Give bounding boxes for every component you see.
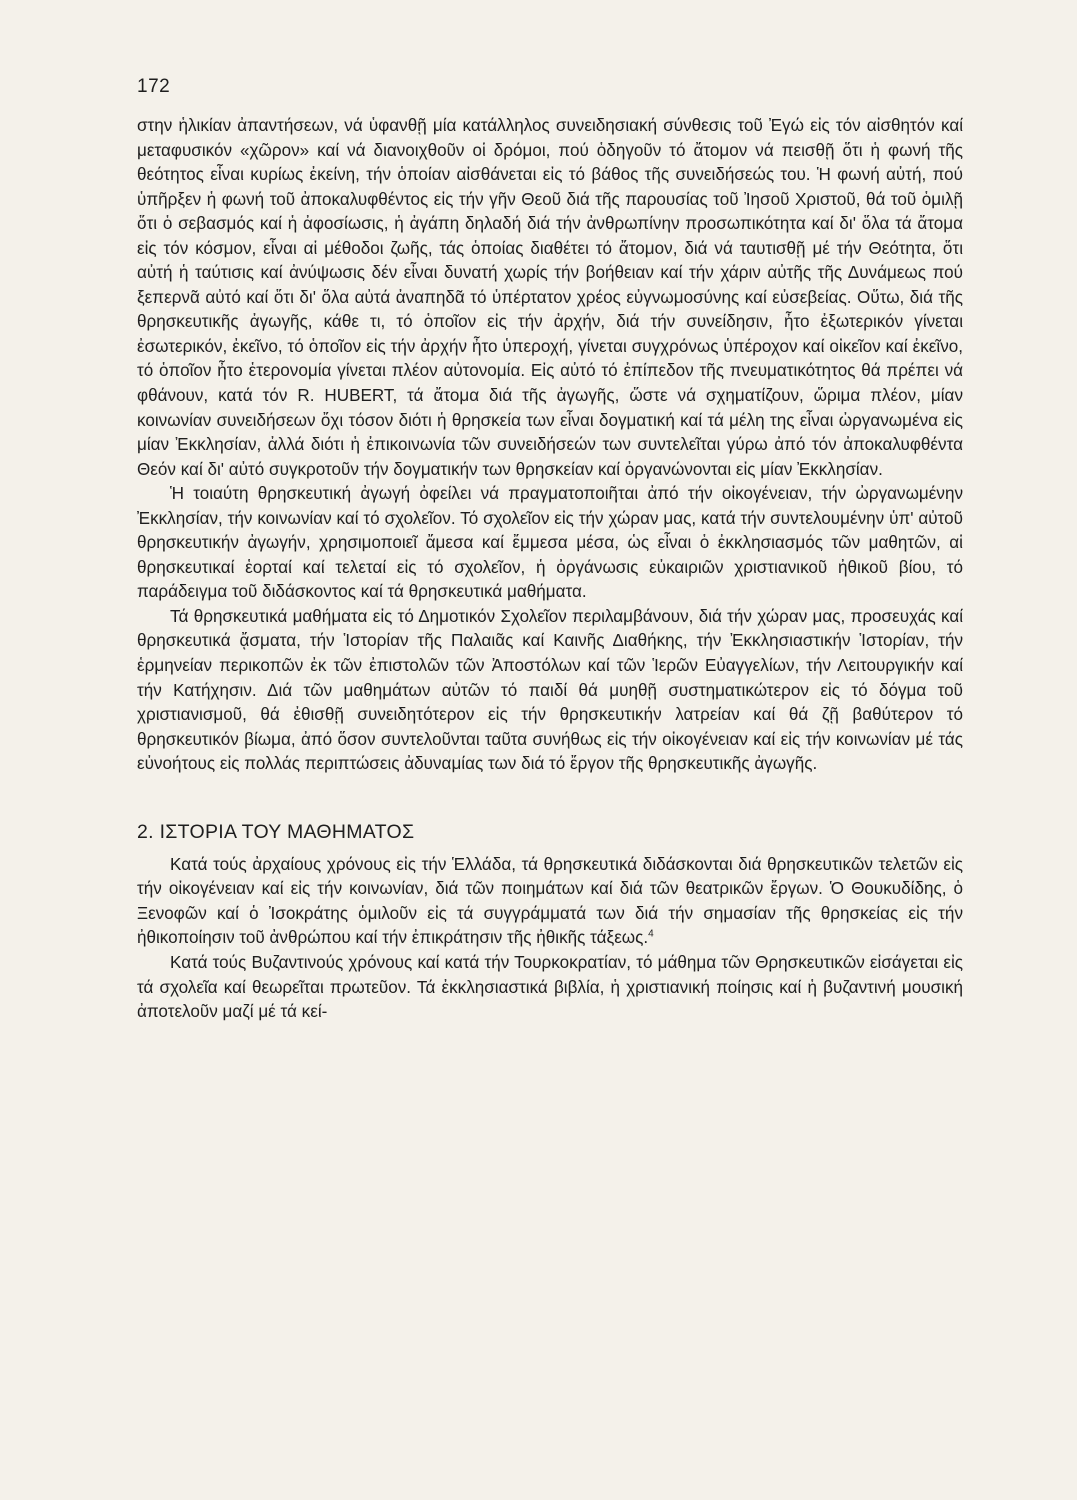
- paragraph-religious-lessons: Τά θρησκευτικά μαθήματα εἰς τό Δημοτικόν Σχολεῖον περιλαμβάνουν, διά τήν χώραν μας, προσευχάς καί θρησκευτικά ᾄσματα, τήν Ἱστορίαν τῆς Παλαιᾶς καί Καινῆς Διαθήκης, τήν Ἐκκλησιαστικήν Ἱστορίαν, τήν ἑρμηνείαν περικοπῶν ἐκ τῶν ἐπιστολῶν τῶν Ἀποστόλων καί τῶν Ἱερῶν Εὐαγγελίων, τήν Λειτουργικήν καί τήν Κατήχησιν. Διά τῶν μαθημάτων αὐτῶν τό παιδί θά μυηθῇ συστηματικώτερον εἰς τό δόγμα τοῦ χριστιανισμοῦ, θά ἐθισθῇ συνειδητότερον εἰς τήν θρησκευτικήν λατρείαν καί θά ζῇ βαθύτερον τό θρησκευτικόν βίωμα, ἀπό ὅσον συντελοῦνται ταῦτα συνήθως εἰς τήν οἰκογένειαν καί εἰς τήν κοινωνίαν μέ τάς εὐνοήτους εἰς πολλάς περιπτώσεις ἀδυναμίας των διά τό ἔργον τῆς θρησκευτικῆς ἀγωγῆς.: [137, 606, 963, 774]
- page-body: [137, 114, 963, 1025]
- page-number: 172: [137, 76, 171, 97]
- footnote-marker: 4: [648, 928, 654, 940]
- paragraph-ancient-times-text: Κατά τούς ἀρχαίους χρόνους εἰς τήν Ἑλλάδα, τά θρησκευτικά διδάσκονται διά θρησκευτικῶν τελετῶν εἰς τήν οἰκογένειαν καί εἰς τήν κοινωνίαν, διά τῶν ποιημάτων καί διά τῶν θεατρικῶν ἔργων. Ὁ Θουκυδίδης, ὁ Ξενοφῶν καί ὁ Ἰσοκράτης ὁμιλοῦν εἰς τά συγγράμματά των διά τήν σημασίαν τῆς θρησκείας εἰς τήν ἠθικοποίησιν τοῦ ἀνθρώπου καί τήν ἐπικράτησιν τῆς ἠθικῆς τάξεως.: [137, 854, 963, 948]
- paragraph-religious-education: Ἡ τοιαύτη θρησκευτική ἀγωγή ὀφείλει νά πραγματοποιῆται ἀπό τήν οἰκογένειαν, τήν ὠργανωμένην Ἐκκλησίαν, τήν κοινωνίαν καί τό σχολεῖον. Τό σχολεῖον εἰς τήν χώραν μας, κατά τήν συντελουμένην ὑπ' αὐτοῦ θρησκευτικήν ἀγωγήν, χρησιμοποιεῖ ἄμεσα καί ἔμμεσα μέσα, ὡς εἶναι ὁ ἐκκλησιασμός τῶν μαθητῶν, αἱ θρησκευτικαί ἑορταί καί τελεταί εἰς τό σχολεῖον, ἡ ὀργάνωσις εὐκαιριῶν χριστιανικοῦ ἠθικοῦ βίου, τό παράδειγμα τοῦ διδάσκοντος καί τά θρησκευτικά μαθήματα.: [137, 484, 963, 602]
- section-heading: 2. ΙΣΤΟΡΙΑ ΤΟΥ ΜΑΘΗΜΑΤΟΣ: [137, 820, 415, 843]
- paragraph-byzantine-times: Κατά τούς Βυζαντινούς χρόνους καί κατά τήν Τουρκοκρατίαν, τό μάθημα τῶν Θρησκευτικῶν εἰσάγεται εἰς τά σχολεῖα καί θεωρεῖται πρωτεῦον. Τά ἐκκλησιαστικά βιβλία, ἡ χριστιανική ποίησις καί ἡ βυζαντινή μουσική ἀποτελοῦν μαζί μέ τά κεί-: [137, 952, 963, 1022]
- paragraph-continuation: στην ἡλικίαν ἀπαντήσεων, νά ὑφανθῇ μία κατάλληλος συνειδησιακή σύνθεσις τοῦ Ἐγώ εἰς τόν αἰσθητόν καί μεταφυσικόν «χῶρον» καί νά διανοιχθοῦν οἱ δρόμοι, πού ὁδηγοῦν τό ἄτομον νά πεισθῇ ὅτι ἡ φωνή τῆς θεότητος εἶναι κυρίως ἐκείνη, τήν ὁποίαν αἰσθάνεται εἰς τό βάθος τῆς συνειδήσεώς του. Ἡ φωνή αὐτή, πού ὑπῆρξεν ἡ φωνή τοῦ ἀποκαλυφθέντος εἰς τήν γῆν Θεοῦ διά τῆς παρουσίας τοῦ Ἰησοῦ Χριστοῦ, θά τοῦ ὁμιλῇ ὅτι ὁ σεβασμός καί ἡ ἀφοσίωσις, ἡ ἀγάπη δηλαδή διά τήν ἀνθρωπίνην προσωπικότητα καί δι' ὅλα τά ἄτομα εἰς τόν κόσμον, εἶναι αἱ μέθοδοι ζωῆς, τάς ὁποίας διαθέτει τό ἄτομον, διά νά ταυτισθῇ μέ τήν Θεότητα, ὅτι αὐτή ἡ ταύτισις καί ἀνύψωσις δέν εἶναι δυνατή χωρίς τήν βοήθειαν καί τήν χάριν αὐτῆς τῆς Δυνάμεως πού ξεπερνᾶ αὐτό καί ὅτι δι' ὅλα αὐτά ἀναπηδᾶ τό ὑπέρτατον χρέος εὐγνωμοσύνης καί εὐσεβείας. Οὕτω, διά τῆς θρησκευτικῆς ἀγωγῆς, κάθε τι, τό ὁποῖον εἰς τήν ἀρχήν, διά τήν συνείδησιν, ἦτο ἐξωτερικόν γίνεται ἐσωτερικόν, ἐκεῖνο, τό ὁποῖον εἰς τήν ἀρχήν ἦτο ὑπεροχή, γίνεται συγχρόνως ὑπέροχον καί οἰκεῖον καί ἐκεῖνο, τό ὁποῖον ἦτο ἑτερονομία γίνεται πλέον αὐτονομία. Εἰς αὐτό τό ἐπίπεδον τῆς πνευματικότητος θά πρέπει νά φθάνουν, κατά τόν R. HUBERT, τά ἄτομα διά τῆς ἀγωγῆς, ὥστε νά σχηματίζουν, ὥριμα πλέον, μίαν κοινωνίαν συνειδήσεων ὄχι τόσον διότι ἡ θρησκεία των εἶναι δογματική καί τά μέλη της εἶναι ὠργανωμένα εἰς μίαν Ἐκκλησίαν, ἀλλά διότι ἡ ἐπικοινωνία τῶν συνειδήσεών των συντελεῖται γύρω ἀπό τόν ἀποκαλυφθέντα Θεόν καί δι' αὐτό συγκροτοῦν τήν δογματικήν των θρησκείαν καί ὀργανώνονται εἰς μίαν Ἐκκλησίαν.: [137, 116, 963, 479]
- paragraph-ancient-times: [137, 853, 963, 951]
